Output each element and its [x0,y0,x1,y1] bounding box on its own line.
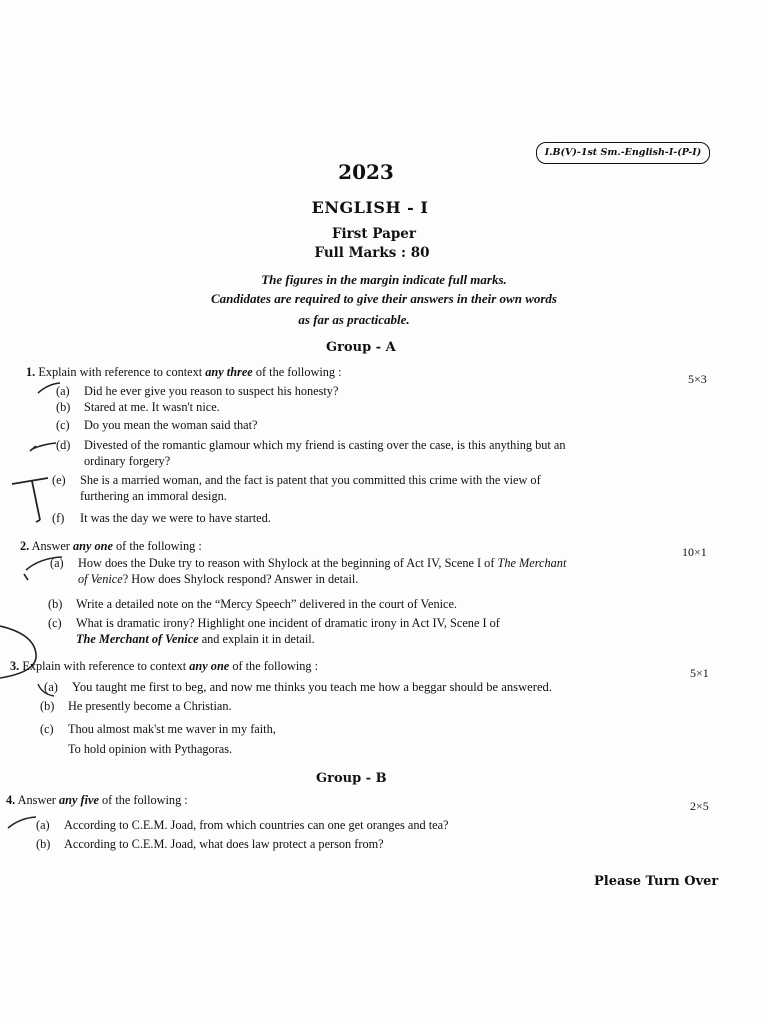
group-a-title: Group - A [326,340,396,355]
subject-title: ENGLISH - I [311,198,429,217]
part-text: Write a detailed note on the “Mercy Speech” delivered in the court of Venice. [76,597,458,611]
instruction-line-3: as far as practicable. [298,312,410,327]
question-text-end: of the following : [112,539,202,553]
part-text-cont: To hold opinion with Pythagoras. [68,742,233,756]
marks-q3: 5×1 [690,666,709,680]
instruction-line-2: Candidates are required to give their answers in their own words [211,291,557,306]
part-label: (b) [40,699,55,713]
part-text: Stared at me. It wasn't nice. [84,400,220,414]
part-label: (c) [56,418,70,432]
question-text-end: of the following : [98,793,188,807]
part-emphasis-cont: of Venice [78,572,123,586]
part-text: What is dramatic irony? Highlight one incident of dramatic irony in Act IV, Scene I of [76,616,500,630]
q4-part-b [36,836,384,852]
part-text: He presently become a Christian. [68,699,232,713]
q3-part-b [40,698,232,714]
q1-part-e [52,472,541,504]
part-label: (a) [56,384,70,398]
q3-part-c [40,719,276,759]
part-label: (c) [40,722,54,736]
part-label: (a) [50,556,64,570]
part-text-cont: furthering an immoral design. [80,489,227,503]
part-label: (c) [48,616,62,630]
q1-part-a [56,383,338,399]
question-1 [26,364,342,380]
part-text-cont: and explain it in detail. [198,632,315,646]
paper-code: I.B(V)-1st Sm.-English-I-(P-I) [536,142,710,164]
question-number: 4. [6,793,16,807]
question-emphasis: any five [58,793,99,807]
part-text-cont: ordinary forgery? [84,454,171,468]
part-text: It was the day we were to have started. [80,511,271,525]
part-label: (b) [36,837,51,851]
question-3 [10,658,318,674]
instruction-line-1: The figures in the margin indicate full marks. [261,272,507,287]
q2-part-c [48,615,500,647]
part-text-cont: ? How does Shylock respond? Answer in detail. [122,572,359,586]
part-text: How does the Duke try to reason with Shylock at the beginning of Act IV, Scene I of [78,556,498,570]
q1-part-d [56,437,566,469]
question-text: Explain with reference to context [38,365,206,379]
question-text: Answer [17,793,59,807]
part-label: (b) [48,597,63,611]
part-emphasis: The Merchant [497,556,567,570]
paper-title: First Paper [331,226,417,242]
please-turn-over: Please Turn Over [594,874,719,889]
group-b-title: Group - B [316,771,387,786]
q1-part-c [56,417,257,433]
part-label: (a) [44,680,58,694]
question-4 [6,792,188,808]
q4-part-a [36,817,449,833]
full-marks: Full Marks : 80 [314,245,430,261]
part-text: Thou almost mak'st me waver in my faith, [68,722,276,736]
question-emphasis: any one [189,659,230,673]
question-number: 1. [26,365,36,379]
part-emphasis: The Merchant of Venice [76,632,199,646]
question-text-end: of the following : [229,659,319,673]
part-label: (e) [52,473,66,487]
question-text: Answer [31,539,73,553]
question-text-end: of the following : [252,365,342,379]
marks-q2: 10×1 [682,545,707,559]
question-text: Explain with reference to context [22,659,190,673]
q1-part-f [52,510,271,526]
part-text: Did he ever give you reason to suspect his honesty? [84,384,339,398]
exam-year: 2023 [338,160,394,184]
question-2 [20,538,202,554]
q3-part-a [44,679,552,695]
part-label: (d) [56,438,71,452]
part-label: (f) [52,511,65,525]
q2-part-b [48,596,457,612]
part-text: She is a married woman, and the fact is patent that you committed this crime with the view of [80,473,541,487]
part-text: According to C.E.M. Joad, from which countries can one get oranges and tea? [64,818,449,832]
marks-q1: 5×3 [688,372,707,386]
question-number: 3. [10,659,20,673]
question-emphasis: any three [205,365,253,379]
q2-part-a [50,555,566,587]
question-number: 2. [20,539,30,553]
question-emphasis: any one [72,539,113,553]
part-label: (a) [36,818,50,832]
part-text: You taught me first to beg, and now me thinks you teach me how a beggar should be answered. [72,680,552,694]
part-text: Divested of the romantic glamour which my friend is casting over the case, is this anything but an [84,438,566,452]
part-text: Do you mean the woman said that? [84,418,258,432]
q1-part-b [56,399,220,415]
part-label: (b) [56,400,71,414]
part-text: According to C.E.M. Joad, what does law protect a person from? [64,837,384,851]
marks-q4: 2×5 [690,799,709,813]
